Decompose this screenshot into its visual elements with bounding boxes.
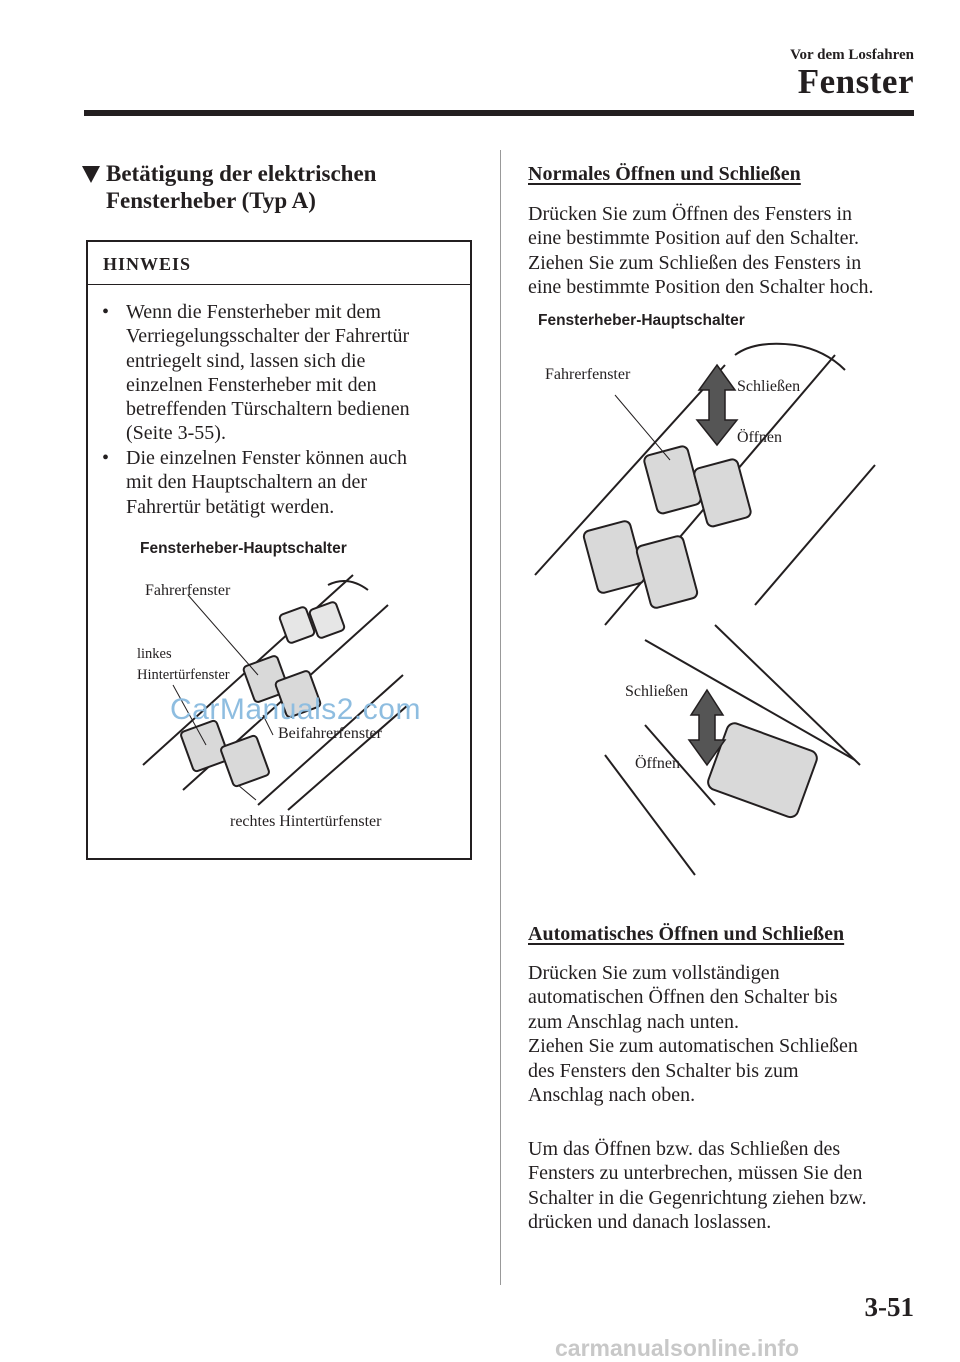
label-close-top: Schließen xyxy=(737,378,801,395)
right-figure-caption: Fensterheber-Hauptschalter xyxy=(538,312,745,329)
section-title-line-2: Fensterheber (Typ A) xyxy=(106,188,316,213)
label-driver-window: Fahrerfenster xyxy=(145,582,231,599)
note-bullet-2 xyxy=(102,446,457,519)
text-line: Ziehen Sie zum Schließen des Fensters in xyxy=(528,251,862,274)
text-line: Ziehen Sie zum automatischen Schließen xyxy=(528,1035,858,1058)
label-right-rear-window: rechtes Hintertürfenster xyxy=(230,813,382,830)
bullet-line: Verriegelungsschalter der Fahrertür xyxy=(126,325,410,348)
label-open-top: Öffnen xyxy=(737,429,783,446)
header-rule xyxy=(84,110,914,116)
column-divider xyxy=(500,150,501,1285)
paragraph-normal xyxy=(528,202,923,300)
text-line: Schalter in die Gegenrichtung ziehen bzw. xyxy=(528,1186,867,1209)
text-line: drücken und danach loslassen. xyxy=(528,1211,772,1234)
paragraph-auto-1 xyxy=(528,961,923,1107)
section-title-line-1: Betätigung der elektrischen xyxy=(106,161,377,186)
bullet-line: einzelnen Fensterheber mit den xyxy=(126,373,377,396)
text-line: Fensters zu unterbrechen, müssen Sie den xyxy=(528,1162,863,1185)
bullet-line: mit den Hauptschaltern an der xyxy=(126,471,368,494)
bullet-line: Fahrertür betätigt werden. xyxy=(126,495,335,518)
note-bullet-1 xyxy=(102,300,457,446)
section-title xyxy=(82,160,482,214)
label-left-rear-1: linkes xyxy=(137,646,172,662)
label-driver-window-right: Fahrerfenster xyxy=(545,366,631,383)
triangle-marker-icon xyxy=(82,166,100,183)
page-title: Fenster xyxy=(797,62,914,101)
text-line: automatischen Öffnen den Schalter bis xyxy=(528,986,838,1009)
bullet-line: (Seite 3-55). xyxy=(126,422,226,445)
label-close-bottom: Schließen xyxy=(625,683,689,700)
left-figure-caption: Fensterheber-Hauptschalter xyxy=(140,540,347,557)
text-line: Drücken Sie zum Öffnen des Fensters in xyxy=(528,203,853,225)
paragraph-auto-2 xyxy=(528,1137,923,1235)
text-line: eine bestimmte Position auf den Schalter. xyxy=(528,227,860,250)
footer-url[interactable]: carmanualsonline.info xyxy=(555,1335,800,1361)
label-left-rear-2: Hintertürfenster xyxy=(137,667,230,683)
text-line: eine bestimmte Position den Schalter hoch. xyxy=(528,276,874,299)
watermark: CarManuals2.com xyxy=(170,693,421,726)
page-number: 3-51 xyxy=(864,1292,914,1322)
heading-auto: Automatisches Öffnen und Schließen xyxy=(528,923,845,945)
note-header xyxy=(88,242,470,285)
heading-normal: Normales Öffnen und Schließen xyxy=(528,163,801,185)
text-line: Anschlag nach oben. xyxy=(528,1084,696,1107)
right-switch-illustration xyxy=(525,335,895,905)
note-heading: HINWEIS xyxy=(103,254,192,274)
text-line: des Fensters den Schalter bis zum xyxy=(528,1059,799,1082)
text-line: Drücken Sie zum vollständigen xyxy=(528,962,780,984)
text-line: Um das Öffnen bzw. das Schließen des xyxy=(528,1138,841,1160)
arrow-icon xyxy=(689,365,737,765)
label-open-bottom: Öffnen xyxy=(635,755,681,772)
bullet-line: betreffenden Türschaltern bedienen xyxy=(126,398,410,421)
label-passenger-window: Beifahrerfenster xyxy=(278,725,382,742)
bullet-dot-icon: • xyxy=(102,301,110,323)
bullet-line: Wenn die Fensterheber mit dem xyxy=(126,301,381,323)
bullet-dot-icon: • xyxy=(102,447,110,469)
chapter-title: Vor dem Losfahren xyxy=(790,47,914,63)
bullet-line: entriegelt sind, lassen sich die xyxy=(126,349,366,372)
bullet-line: Die einzelnen Fenster können auch xyxy=(126,447,408,469)
text-line: zum Anschlag nach unten. xyxy=(528,1010,740,1033)
